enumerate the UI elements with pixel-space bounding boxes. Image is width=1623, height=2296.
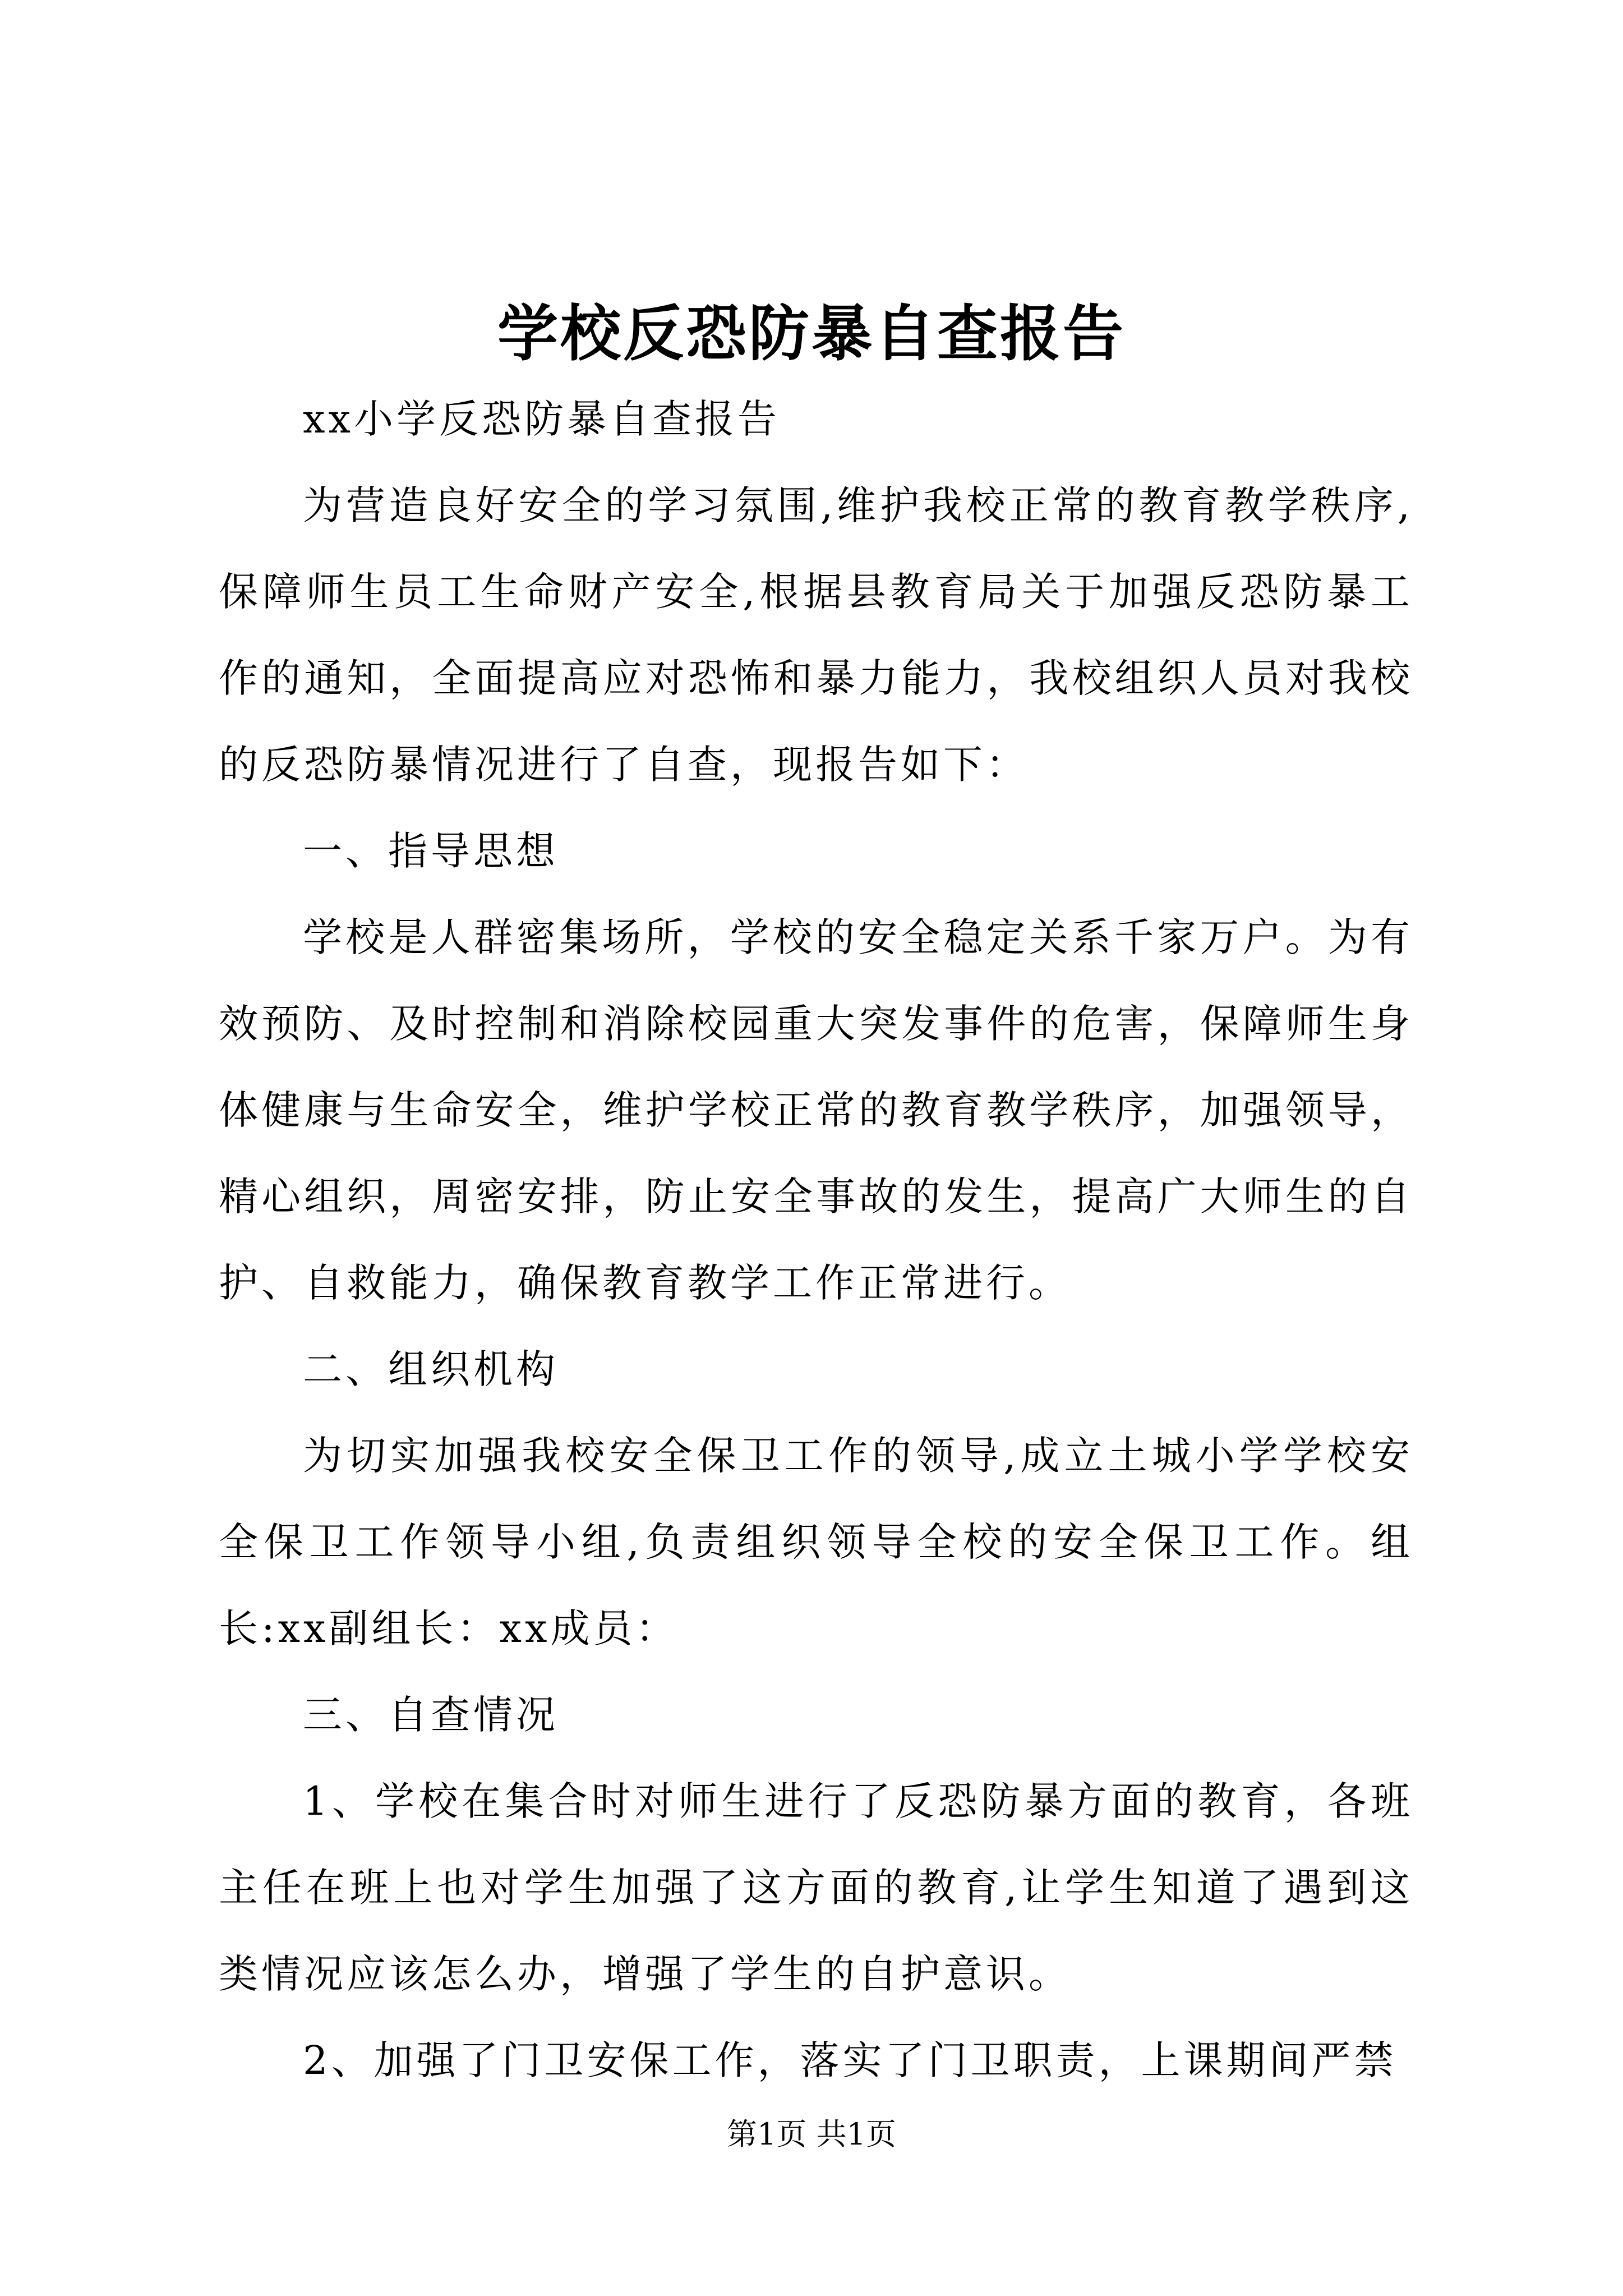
document-body bbox=[219, 376, 1413, 2104]
paragraph-intro: 为营造良好安全的学习氛围,维护我校正常的教育教学秩序,保障师生员工生命财产安全,根据县教育局关于加强反恐防暴工作的通知，全面提高应对恐怖和暴力能力，我校组织人员对我校的反恐防暴情况进行了自查，现报告如下： bbox=[219, 482, 1413, 788]
page-footer: 第1页 共1页 bbox=[727, 2116, 896, 2152]
paragraph-self-check-item-1: 1、学校在集合时对师生进行了反恐防暴方面的教育，各班主任在班上也对学生加强了这方面的教育,让学生知道了遇到这类情况应该怎么办，增强了学生的自护意识。 bbox=[219, 1778, 1413, 1997]
section-heading-guiding-thought: 一、指导思想 bbox=[303, 828, 559, 874]
paragraph-subtitle: xx小学反恐防暴自查报告 bbox=[303, 396, 780, 442]
paragraph-guiding-thought: 学校是人群密集场所，学校的安全稳定关系千家万户。为有效预防、及时控制和消除校园重大突发事件的危害，保障师生身体健康与生命安全，维护学校正常的教育教学秩序，加强领导，精心组织，周密安排，防止安全事故的发生，提高广大师生的自护、自救能力，确保教育教学工作正常进行。 bbox=[219, 914, 1413, 1306]
paragraph-organization: 为切实加强我校安全保卫工作的领导,成立土城小学学校安全保卫工作领导小组,负责组织领导全校的安全保卫工作。组长:xx副组长：xx成员： bbox=[219, 1433, 1413, 1651]
document-title: 学校反恐防暴自查报告 bbox=[497, 298, 1126, 369]
paragraph-self-check-item-2: 2、加强了门卫安保工作，落实了门卫职责，上课期间严禁 bbox=[303, 2037, 1397, 2083]
section-heading-organization: 二、组织机构 bbox=[303, 1346, 559, 1392]
section-heading-self-check: 三、自查情况 bbox=[303, 1692, 559, 1738]
